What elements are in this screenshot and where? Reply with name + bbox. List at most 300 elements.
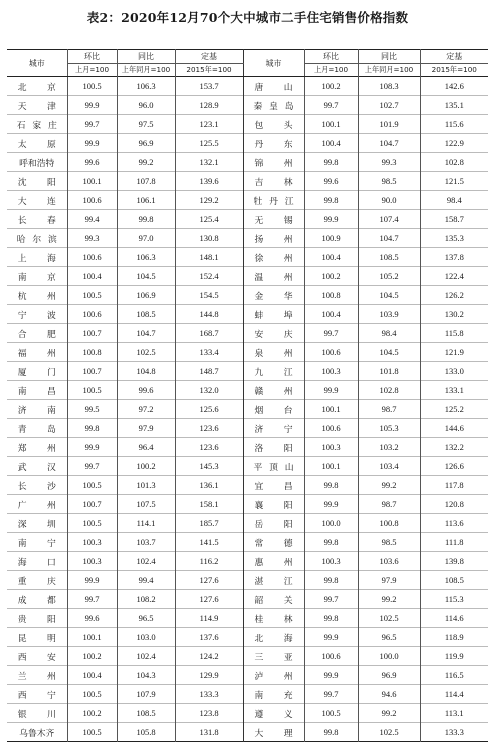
yoy-value: 103.0 [117,628,175,647]
mom-value: 99.6 [67,153,117,172]
city-name-right: 济 宁 [243,419,304,438]
yoy-value: 103.6 [358,552,420,571]
mom-value: 100.1 [67,172,117,191]
yoy-value: 107.8 [117,172,175,191]
mom-value: 100.5 [67,723,117,742]
city-name-right: 大 理 [243,723,304,742]
fixed-value: 132.1 [175,153,243,172]
fixed-value: 98.4 [420,191,488,210]
yoy-value: 106.3 [117,248,175,267]
city-name-left: 南 京 [17,272,56,283]
mom-value: 100.2 [304,267,358,286]
city-name-right: 韶 关 [243,590,304,609]
yoy-value: 107.4 [358,210,420,229]
city-name-left: 深 圳 [17,519,56,530]
city-name-left: 银 川 [17,709,56,720]
table-row [7,229,488,248]
fixed-value: 115.8 [420,324,488,343]
table-row [7,153,488,172]
mom-value: 100.5 [67,685,117,704]
yoy-value: 103.4 [358,457,420,476]
city-name-left: 合 肥 [17,329,56,340]
fixed-value: 126.6 [420,457,488,476]
yoy-value: 97.9 [117,419,175,438]
yoy-value: 94.6 [358,685,420,704]
table-row [7,457,488,476]
header-mom-left: 环比 [67,50,117,64]
fixed-value: 121.5 [420,172,488,191]
fixed-value: 122.4 [420,267,488,286]
yoy-value: 99.2 [358,590,420,609]
header-mom-right: 环比 [304,50,358,64]
fixed-value: 117.8 [420,476,488,495]
table-title: 表2：2020年12月70个大中城市二手住宅销售价格指数 [86,10,409,25]
mom-value: 100.3 [304,362,358,381]
yoy-value: 98.7 [358,495,420,514]
yoy-value: 98.5 [358,172,420,191]
yoy-value: 90.0 [358,191,420,210]
table-row [7,286,488,305]
fixed-value: 132.2 [420,438,488,457]
fixed-value: 158.1 [175,495,243,514]
mom-value: 100.1 [304,400,358,419]
fixed-value: 123.6 [175,419,243,438]
yoy-value: 104.7 [358,229,420,248]
fixed-value: 137.6 [175,628,243,647]
city-name-left: 太 原 [17,139,56,150]
mom-value: 99.8 [304,153,358,172]
table-row [7,134,488,153]
fixed-value: 141.5 [175,533,243,552]
mom-value: 99.9 [304,666,358,685]
fixed-value: 124.2 [175,647,243,666]
yoy-value: 104.5 [358,343,420,362]
city-name-right: 无 锡 [243,210,304,229]
mom-value: 100.5 [67,381,117,400]
mom-value: 99.3 [67,229,117,248]
yoy-value: 108.2 [117,590,175,609]
yoy-value: 101.8 [358,362,420,381]
yoy-value: 105.8 [117,723,175,742]
city-name-right: 洛 阳 [243,438,304,457]
table-row [7,514,488,533]
city-name-right: 平 顶 山 [243,457,304,476]
fixed-value: 115.6 [420,115,488,134]
fixed-value: 135.1 [420,96,488,115]
city-name-right: 蚌 埠 [243,305,304,324]
city-name-left: 福 州 [17,348,56,359]
fixed-value: 123.6 [175,438,243,457]
yoy-value: 102.5 [117,343,175,362]
mom-value: 100.8 [67,343,117,362]
yoy-value: 107.5 [117,495,175,514]
header-yoy-right: 同比 [358,50,420,64]
yoy-value: 99.8 [117,210,175,229]
yoy-value: 108.5 [358,248,420,267]
table-row [7,191,488,210]
city-name-right: 锦 州 [243,153,304,172]
fixed-value: 126.2 [420,286,488,305]
mom-value: 100.3 [304,552,358,571]
city-name-right: 唐 山 [243,77,304,96]
table-row [7,685,488,704]
table-row [7,248,488,267]
yoy-value: 104.8 [117,362,175,381]
mom-value: 99.7 [67,590,117,609]
mom-value: 99.6 [67,609,117,628]
mom-value: 100.3 [67,533,117,552]
yoy-value: 97.0 [117,229,175,248]
yoy-value: 106.3 [117,77,175,96]
fixed-value: 114.4 [420,685,488,704]
yoy-value: 96.0 [117,96,175,115]
table-row [7,723,488,742]
mom-value: 99.8 [304,571,358,590]
mom-value: 99.8 [304,476,358,495]
table-row [7,419,488,438]
mom-value: 100.6 [67,305,117,324]
mom-value: 99.7 [67,457,117,476]
city-name-right: 秦 皇 岛 [243,96,304,115]
city-name-right: 徐 州 [243,248,304,267]
mom-value: 100.7 [67,495,117,514]
table-row [7,400,488,419]
mom-value: 99.9 [304,210,358,229]
table-body [7,77,488,742]
mom-value: 100.1 [67,628,117,647]
header-fixed-left: 定基 [175,50,243,64]
city-name-left: 西 安 [17,652,56,663]
city-name-left: 郑 州 [17,443,56,454]
mom-value: 99.9 [304,381,358,400]
city-name-right: 扬 州 [243,229,304,248]
city-name-right: 湛 江 [243,571,304,590]
mom-value: 99.9 [67,571,117,590]
header-city-left: 城市 [7,50,67,77]
mom-value: 99.7 [304,324,358,343]
yoy-value: 99.2 [117,153,175,172]
mom-value: 99.6 [304,172,358,191]
mom-value: 100.0 [304,514,358,533]
fixed-value: 148.7 [175,362,243,381]
mom-value: 100.2 [67,704,117,723]
fixed-value: 119.9 [420,647,488,666]
mom-value: 99.7 [67,115,117,134]
mom-value: 100.5 [67,514,117,533]
mom-value: 99.9 [304,495,358,514]
city-name-left: 长 沙 [17,481,56,492]
fixed-value: 139.8 [420,552,488,571]
fixed-value: 129.9 [175,666,243,685]
mom-value: 100.4 [67,267,117,286]
city-name-right: 吉 林 [243,172,304,191]
mom-value: 99.8 [304,609,358,628]
city-name-right: 泸 州 [243,666,304,685]
mom-value: 99.7 [304,590,358,609]
city-name-right: 三 亚 [243,647,304,666]
city-name-left: 哈 尔 滨 [16,234,57,245]
fixed-value: 125.4 [175,210,243,229]
mom-value: 100.1 [304,115,358,134]
city-name-left: 杭 州 [17,291,56,302]
table-row [7,210,488,229]
city-name-right: 丹 东 [243,134,304,153]
table-row [7,552,488,571]
yoy-value: 102.7 [358,96,420,115]
yoy-value: 98.4 [358,324,420,343]
mom-value: 99.9 [67,96,117,115]
mom-value: 100.5 [67,476,117,495]
table-row [7,609,488,628]
city-name-right: 岳 阳 [243,514,304,533]
city-name-right: 安 庆 [243,324,304,343]
fixed-value: 158.7 [420,210,488,229]
city-name-right: 宜 昌 [243,476,304,495]
yoy-value: 107.9 [117,685,175,704]
header-fixed-base-left: 2015年=100 [175,64,243,77]
city-name-left: 石 家 庄 [16,120,57,131]
city-name-right: 常 德 [243,533,304,552]
fixed-value: 108.5 [420,571,488,590]
city-name-right: 北 海 [243,628,304,647]
fixed-value: 139.6 [175,172,243,191]
fixed-value: 120.8 [420,495,488,514]
mom-value: 99.9 [67,134,117,153]
city-name-left: 海 口 [17,557,56,568]
mom-value: 100.6 [67,248,117,267]
city-name-left: 乌鲁木齐 [19,728,55,739]
city-name-right: 南 充 [243,685,304,704]
mom-value: 100.7 [67,324,117,343]
header-city-right: 城市 [243,50,304,77]
fixed-value: 133.3 [420,723,488,742]
table-row [7,267,488,286]
mom-value: 99.8 [67,419,117,438]
table-row [7,628,488,647]
city-name-left: 广 州 [17,500,56,511]
mom-value: 100.7 [67,362,117,381]
yoy-value: 114.1 [117,514,175,533]
header-yoy-base-left: 上年同月=100 [117,64,175,77]
fixed-value: 130.8 [175,229,243,248]
yoy-value: 100.2 [117,457,175,476]
fixed-value: 152.4 [175,267,243,286]
yoy-value: 106.9 [117,286,175,305]
fixed-value: 125.2 [420,400,488,419]
yoy-value: 104.7 [117,324,175,343]
yoy-value: 108.5 [117,704,175,723]
mom-value: 100.6 [304,647,358,666]
fixed-value: 113.6 [420,514,488,533]
fixed-value: 123.1 [175,115,243,134]
fixed-value: 132.0 [175,381,243,400]
price-index-table [7,49,488,742]
mom-value: 99.8 [304,191,358,210]
fixed-value: 185.7 [175,514,243,533]
city-name-left: 成 都 [17,595,56,606]
fixed-value: 102.8 [420,153,488,172]
city-name-left: 天 津 [17,101,56,112]
city-name-left: 北 京 [17,82,56,93]
fixed-value: 127.6 [175,590,243,609]
table-row [7,172,488,191]
fixed-value: 148.1 [175,248,243,267]
mom-value: 100.9 [304,229,358,248]
city-name-right: 牡 丹 江 [243,191,304,210]
mom-value: 100.2 [67,647,117,666]
yoy-value: 100.0 [358,647,420,666]
yoy-value: 104.5 [358,286,420,305]
table-row [7,381,488,400]
yoy-value: 104.7 [358,134,420,153]
mom-value: 100.4 [304,248,358,267]
yoy-value: 98.7 [358,400,420,419]
mom-value: 99.8 [304,723,358,742]
mom-value: 100.1 [304,457,358,476]
yoy-value: 104.5 [117,267,175,286]
mom-value: 100.6 [67,191,117,210]
table-row [7,666,488,685]
mom-value: 100.5 [67,286,117,305]
yoy-value: 96.4 [117,438,175,457]
fixed-value: 130.2 [420,305,488,324]
fixed-value: 115.3 [420,590,488,609]
yoy-value: 101.9 [358,115,420,134]
yoy-value: 99.2 [358,704,420,723]
yoy-value: 104.3 [117,666,175,685]
city-name-left: 重 庆 [17,576,56,587]
table-row [7,533,488,552]
fixed-value: 131.8 [175,723,243,742]
city-name-left: 武 汉 [17,462,56,473]
mom-value: 100.4 [67,666,117,685]
fixed-value: 122.9 [420,134,488,153]
header-fixed-right: 定基 [420,50,488,64]
yoy-value: 97.9 [358,571,420,590]
fixed-value: 111.8 [420,533,488,552]
fixed-value: 128.9 [175,96,243,115]
yoy-value: 96.5 [117,609,175,628]
city-name-left: 贵 阳 [17,614,56,625]
mom-value: 99.4 [67,210,117,229]
city-name-right: 赣 州 [243,381,304,400]
mom-value: 100.6 [304,343,358,362]
fixed-value: 113.1 [420,704,488,723]
city-name-left: 上 海 [17,253,56,264]
table-row [7,704,488,723]
table-row [7,343,488,362]
yoy-value: 108.5 [117,305,175,324]
yoy-value: 100.8 [358,514,420,533]
mom-value: 99.9 [67,438,117,457]
yoy-value: 102.4 [117,552,175,571]
fixed-value: 123.8 [175,704,243,723]
table-row [7,324,488,343]
table-row [7,77,488,96]
city-name-right: 金 华 [243,286,304,305]
header-mom-base-right: 上月=100 [304,64,358,77]
table-row [7,476,488,495]
fixed-value: 127.6 [175,571,243,590]
fixed-value: 145.3 [175,457,243,476]
fixed-value: 118.9 [420,628,488,647]
city-name-left: 大 连 [17,196,56,207]
mom-value: 100.6 [304,419,358,438]
city-name-left: 济 南 [17,405,56,416]
table-row [7,647,488,666]
yoy-value: 99.2 [358,476,420,495]
header-fixed-base-right: 2015年=100 [420,64,488,77]
city-name-left: 昆 明 [17,633,56,644]
yoy-value: 106.1 [117,191,175,210]
mom-value: 100.5 [304,704,358,723]
yoy-value: 105.2 [358,267,420,286]
fixed-value: 114.6 [420,609,488,628]
yoy-value: 102.4 [117,647,175,666]
table-row [7,96,488,115]
fixed-value: 125.5 [175,134,243,153]
table-row [7,115,488,134]
city-name-left: 厦 门 [17,367,56,378]
city-name-right: 襄 阳 [243,495,304,514]
city-name-left: 西 宁 [17,690,56,701]
city-name-left: 兰 州 [17,671,56,682]
fixed-value: 114.9 [175,609,243,628]
fixed-value: 133.0 [420,362,488,381]
fixed-value: 121.9 [420,343,488,362]
city-name-left: 呼和浩特 [19,158,55,169]
table-row [7,438,488,457]
yoy-value: 103.9 [358,305,420,324]
fixed-value: 116.5 [420,666,488,685]
city-name-right: 惠 州 [243,552,304,571]
city-name-left: 宁 波 [17,310,56,321]
city-name-left: 南 昌 [17,386,56,397]
fixed-value: 154.5 [175,286,243,305]
yoy-value: 102.5 [358,609,420,628]
fixed-value: 133.4 [175,343,243,362]
fixed-value: 129.2 [175,191,243,210]
header-mom-base-left: 上月=100 [67,64,117,77]
yoy-value: 96.9 [117,134,175,153]
fixed-value: 136.1 [175,476,243,495]
yoy-value: 98.5 [358,533,420,552]
city-name-right: 包 头 [243,115,304,134]
fixed-value: 133.3 [175,685,243,704]
yoy-value: 96.5 [358,628,420,647]
mom-value: 100.4 [304,134,358,153]
city-name-right: 遵 义 [243,704,304,723]
yoy-value: 99.3 [358,153,420,172]
yoy-value: 102.5 [358,723,420,742]
city-name-right: 温 州 [243,267,304,286]
mom-value: 100.2 [304,77,358,96]
fixed-value: 125.6 [175,400,243,419]
header-yoy-base-right: 上年同月=100 [358,64,420,77]
city-name-right: 烟 台 [243,400,304,419]
mom-value: 100.3 [304,438,358,457]
table-row [7,571,488,590]
yoy-value: 97.2 [117,400,175,419]
city-name-right: 九 江 [243,362,304,381]
fixed-value: 133.1 [420,381,488,400]
yoy-value: 103.2 [358,438,420,457]
mom-value: 99.5 [67,400,117,419]
yoy-value: 99.6 [117,381,175,400]
fixed-value: 144.6 [420,419,488,438]
table-row [7,362,488,381]
table-row [7,590,488,609]
